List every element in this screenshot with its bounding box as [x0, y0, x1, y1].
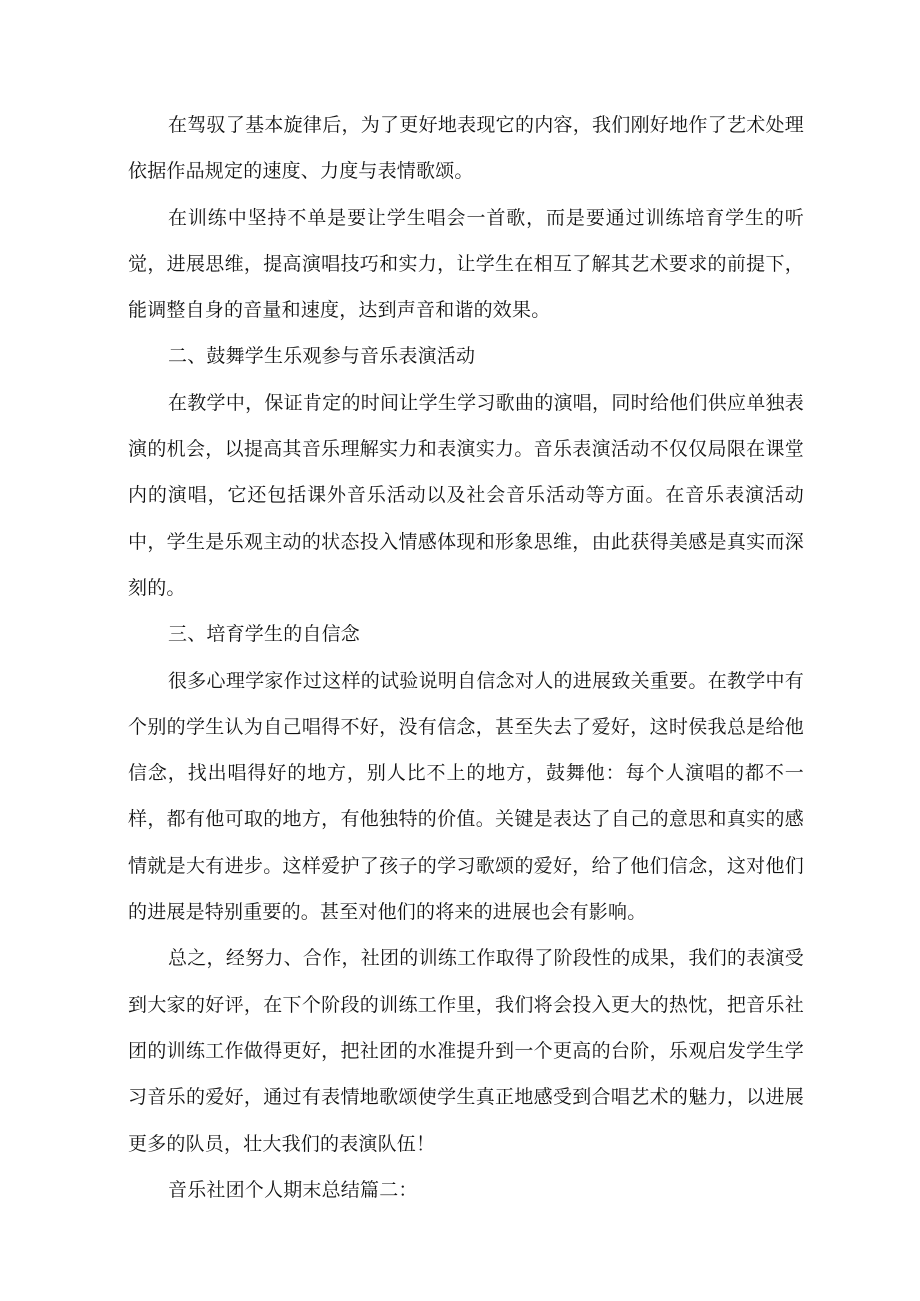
paragraph-performance-activities: 在教学中，保证肯定的时间让学生学习歌曲的演唱，同时给他们供应单独表演的机会，以提高其音乐理解实力和表演实力。音乐表演活动不仅仅局限在课堂内的演唱，它还包括课外音乐活动以及社会音乐活动等方面。在音乐表演活动中，学生是乐观主动的状态投入情感体现和形象思维，由此获得美感是真实而深刻的。: [128, 391, 804, 599]
paragraph-training-goals: 在训练中坚持不单是要让学生唱会一首歌，而是要通过训练培育学生的听觉，进展思维，提高演唱技巧和实力，让学生在相互了解其艺术要求的前提下，能调整自身的音量和速度，达到声音和谐的效果。: [128, 206, 804, 322]
paragraph-conclusion: 总之，经努力、合作，社团的训练工作取得了阶段性的成果，我们的表演受到大家的好评，在下个阶段的训练工作里，我们将会投入更大的热忱，把音乐社团的训练工作做得更好，把社团的水准提升到一个更高的台阶，乐观启发学生学习音乐的爱好，通过有表情地歌颂使学生真正地感受到合唱艺术的魅力，以进展更多的队员，壮大我们的表演队伍！: [128, 947, 804, 1155]
section-heading-performance: 二、鼓舞学生乐观参与音乐表演活动: [168, 345, 476, 368]
section-heading-confidence: 三、培育学生的自信念: [168, 623, 361, 646]
document-body: [128, 102, 804, 1213]
paragraph-melody-processing: 在驾驭了基本旋律后，为了更好地表现它的内容，我们刚好地作了艺术处理依据作品规定的速度、力度与表情歌颂。: [128, 114, 804, 183]
paragraph-confidence: 很多心理学家作过这样的试验说明自信念对人的进展致关重要。在教学中有个别的学生认为自己唱得不好，没有信念，甚至失去了爱好，这时侯我总是给他信念，找出唱得好的地方，别人比不上的地方，鼓舞他：每个人演唱的都不一样，都有他可取的地方，有他独特的价值。关键是表达了自己的意思和真实的感情就是大有进步。这样爱护了孩子的学习歌颂的爱好，给了他们信念，这对他们的进展是特别重要的。甚至对他们的将来的进展也会有影响。: [128, 669, 804, 924]
section-heading-part-two: 音乐社团个人期末总结篇二：: [168, 1178, 418, 1201]
